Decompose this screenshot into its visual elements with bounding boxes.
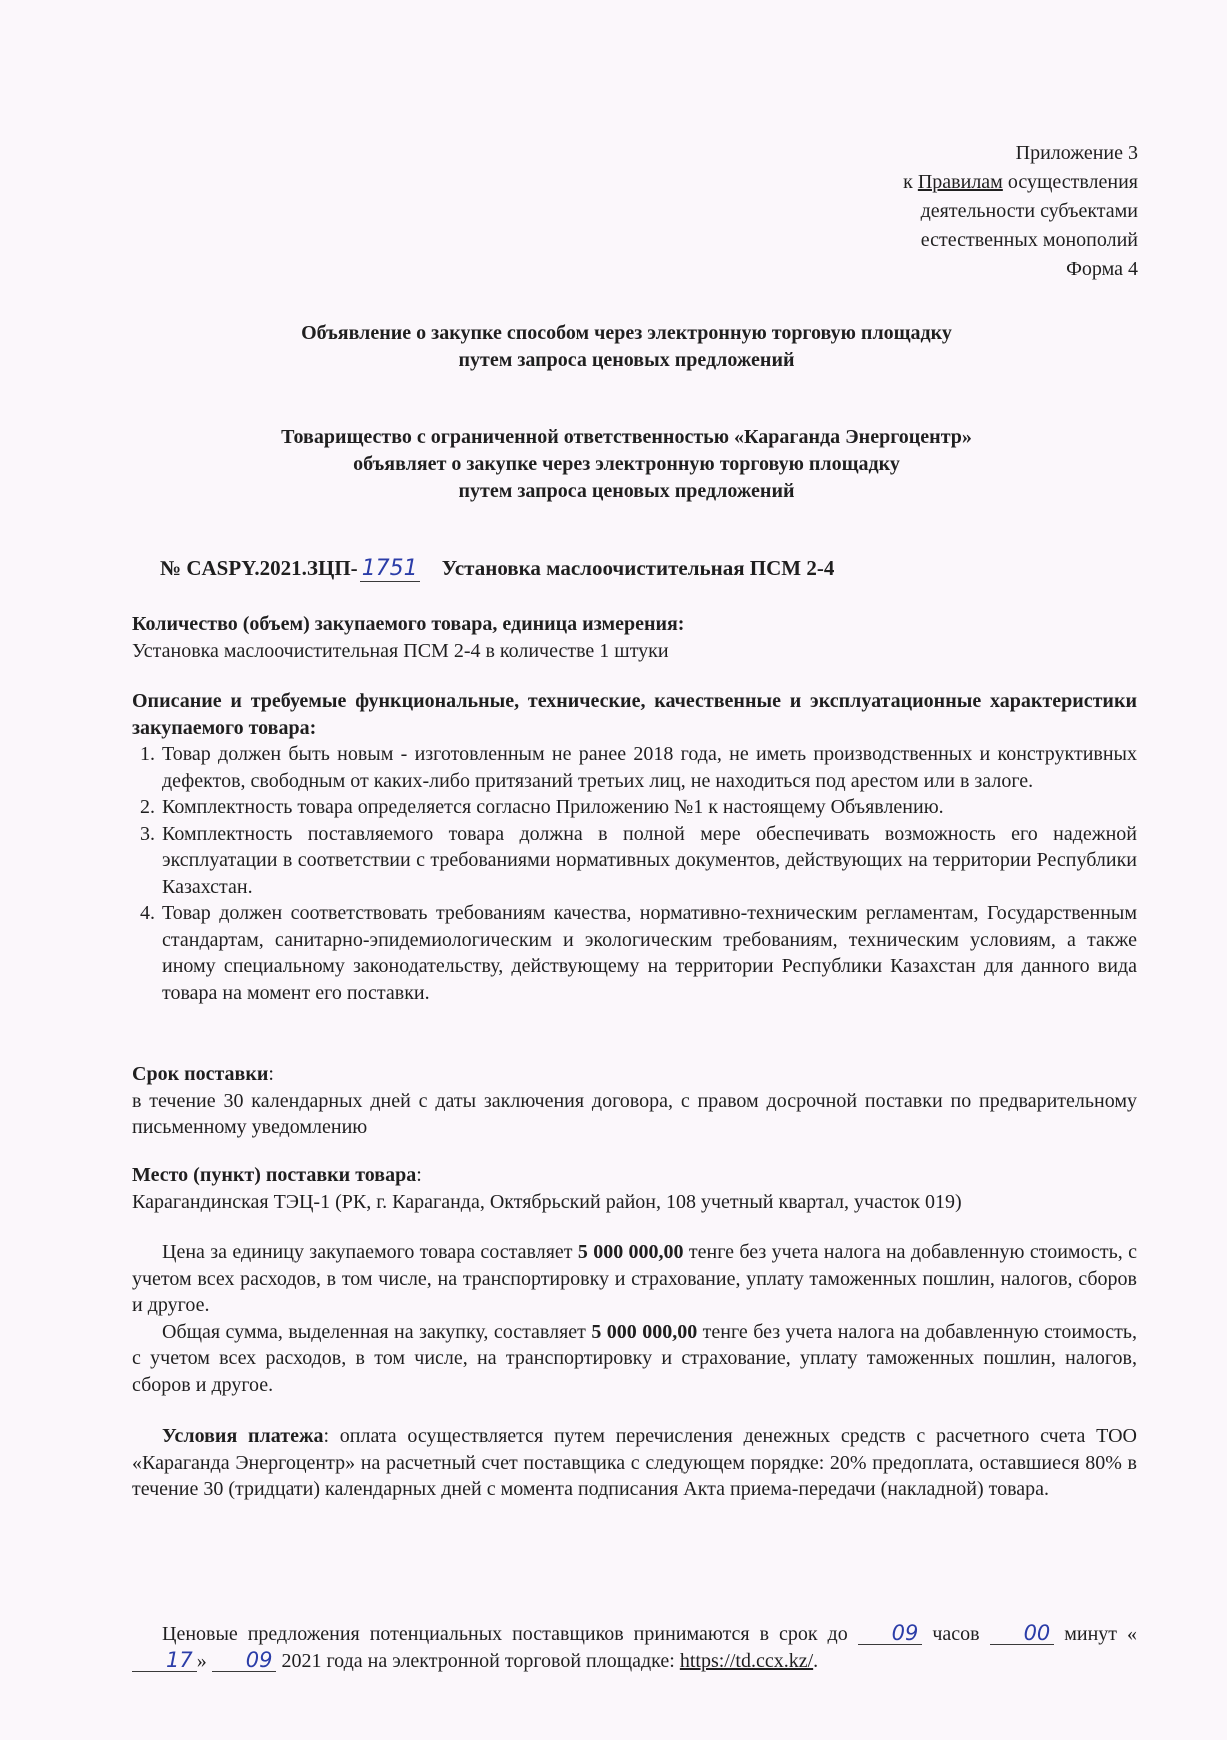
lot-line	[160, 556, 834, 582]
payment-heading: Условия платежа	[162, 1425, 324, 1447]
requirement-item: 4. Товар должен соответствовать требованиям качества, нормативно-техническим регламентам, Государственным стандартам, санитарно-эпидемиологическим и экологическим требованиям, техническим условиям, а также иному специальному законодательству, действующему на территории Республики Казахстан для данного вида товара на момент его поставки.	[160, 900, 1137, 1006]
total-price-pre: Общая сумма, выделенная на закупку, составляет	[162, 1320, 592, 1343]
delivery-term-text: в течение 30 календарных дней с даты заключения договора, с правом досрочной поставки по предварительному письменному уведомлению	[132, 1089, 1137, 1138]
lot-prefix: № CASPY.2021.ЗЦП-	[160, 556, 358, 580]
announcer-line-3: путем запроса ценовых предложений	[458, 480, 795, 502]
payment-text: : оплата осуществляется путем перечисления денежных средств с расчетного счета ТОО «Караганда Энергоцентр» на расчетный счет поставщика с следующем порядке: 20% предоплата, оставшиеся 80% в течение 30 (тридцати) календарных дней с момента подписания Акта приема-передачи (накладной) товара.	[132, 1425, 1137, 1500]
deadline-text-3: минут	[1054, 1623, 1118, 1645]
delivery-place-text: Карагандинская ТЭЦ-1 (РК, г. Караганда, Октябрьский район, 108 учетный квартал, участок 019)	[132, 1190, 962, 1213]
deadline-month-handwritten: 09	[212, 1649, 277, 1672]
quantity-text: Установка маслоочистительная ПСМ 2-4 в количестве 1 штуки	[132, 639, 669, 662]
requirement-item: 2. Комплектность товара определяется согласно Приложению №1 к настоящему Объявлению.	[160, 794, 1137, 821]
quantity-section	[132, 611, 1137, 664]
delivery-term-colon: :	[268, 1063, 274, 1085]
delivery-place-colon: :	[416, 1164, 422, 1186]
appendix-prefix: к	[903, 171, 918, 193]
description-section	[132, 688, 1137, 1006]
unit-price-pre: Цена за единицу закупаемого товара составляет	[162, 1241, 578, 1263]
appendix-line-4: естественных монополий	[920, 229, 1138, 251]
rules-link[interactable]: Правилам	[917, 171, 1003, 193]
platform-url-link[interactable]: https://td.ccx.kz/	[679, 1649, 814, 1672]
total-price-amount: 5 000 000,00	[591, 1320, 698, 1343]
deadline-text-4: 2021 года на электронной торговой площадке:	[276, 1649, 680, 1672]
appendix-number: Приложение 3	[1015, 142, 1138, 164]
total-price-paragraph	[132, 1319, 1137, 1399]
delivery-place-heading-line	[132, 1162, 1137, 1189]
delivery-term-heading: Срок поставки	[132, 1063, 269, 1085]
price-section	[132, 1239, 1137, 1398]
quote-open: «	[1127, 1623, 1138, 1645]
announcer-line-2: объявляет о закупке через электронную торговую площадку	[353, 453, 900, 475]
total-price-post: тенге без учета налога на добавленную стоимость, с учетом всех расходов, в том числе, на транспортировку и страхование, уплату таможенных пошлин, налогов, сборов и другое.	[132, 1320, 1138, 1396]
description-heading: Описание и требуемые функциональные, технические, качественные и эксплуатационные характеристики закупаемого товара:	[132, 690, 1137, 739]
appendix-line-3: деятельности субъектами	[920, 200, 1138, 222]
deadline-text-1: Ценовые предложения потенциальных поставщиков принимаются в срок до	[162, 1623, 858, 1645]
announcer-line-1: Товарищество с ограниченной ответственностью «Караганда Энергоцентр»	[281, 426, 972, 448]
lot-number-handwritten: 1751	[361, 556, 418, 581]
appendix-header	[903, 139, 1138, 284]
delivery-term-section	[132, 1061, 1137, 1141]
delivery-place-heading: Место (пункт) поставки товара	[132, 1164, 417, 1186]
deadline-minutes-handwritten: 00	[990, 1622, 1055, 1645]
payment-terms-section	[132, 1423, 1137, 1503]
announcer-block	[130, 424, 1123, 505]
unit-price-amount: 5 000 000,00	[577, 1241, 684, 1263]
title-line-1: Объявление о закупке способом через электронную торговую площадку	[301, 322, 952, 344]
quantity-heading: Количество (объем) закупаемого товара, единица измерения:	[132, 613, 685, 635]
delivery-place-section	[132, 1162, 1137, 1215]
requirement-item: 3. Комплектность поставляемого товара должна в полной мере обеспечивать возможность его надежной эксплуатации в соответствии с требованиями нормативных документов, действующих на территории Республики Казахстан.	[160, 821, 1137, 901]
appendix-rules-suffix: осуществления	[1002, 171, 1138, 193]
deadline-section	[132, 1621, 1137, 1674]
deadline-text-2: часов	[922, 1623, 990, 1645]
form-number: Форма 4	[1066, 258, 1138, 280]
lot-name: Установка маслоочистительная ПСМ 2-4	[441, 556, 835, 580]
unit-price-post: тенге без учета налога на добавленную стоимость, с учетом всех расходов, в том числе, на транспортировку и страхование, уплату таможенных пошлин, налогов, сборов и другое.	[132, 1241, 1138, 1316]
requirements-list	[132, 741, 1137, 1006]
delivery-term-heading-line	[132, 1061, 1137, 1088]
requirement-item: 1. Товар должен быть новым - изготовленным не ранее 2018 года, не иметь производственных и конструктивных дефектов, свободным от каких-либо притязаний третьих лиц, не находиться под арестом или в залоге.	[160, 741, 1137, 794]
deadline-hours-handwritten: 09	[858, 1622, 923, 1645]
appendix-rules-line	[903, 168, 1138, 197]
deadline-day-handwritten: 17	[132, 1649, 197, 1672]
title-line-2: путем запроса ценовых предложений	[458, 349, 795, 371]
deadline-end: .	[813, 1649, 819, 1672]
unit-price-paragraph	[132, 1239, 1137, 1319]
quote-close: »	[196, 1649, 212, 1672]
document-title	[130, 320, 1123, 374]
